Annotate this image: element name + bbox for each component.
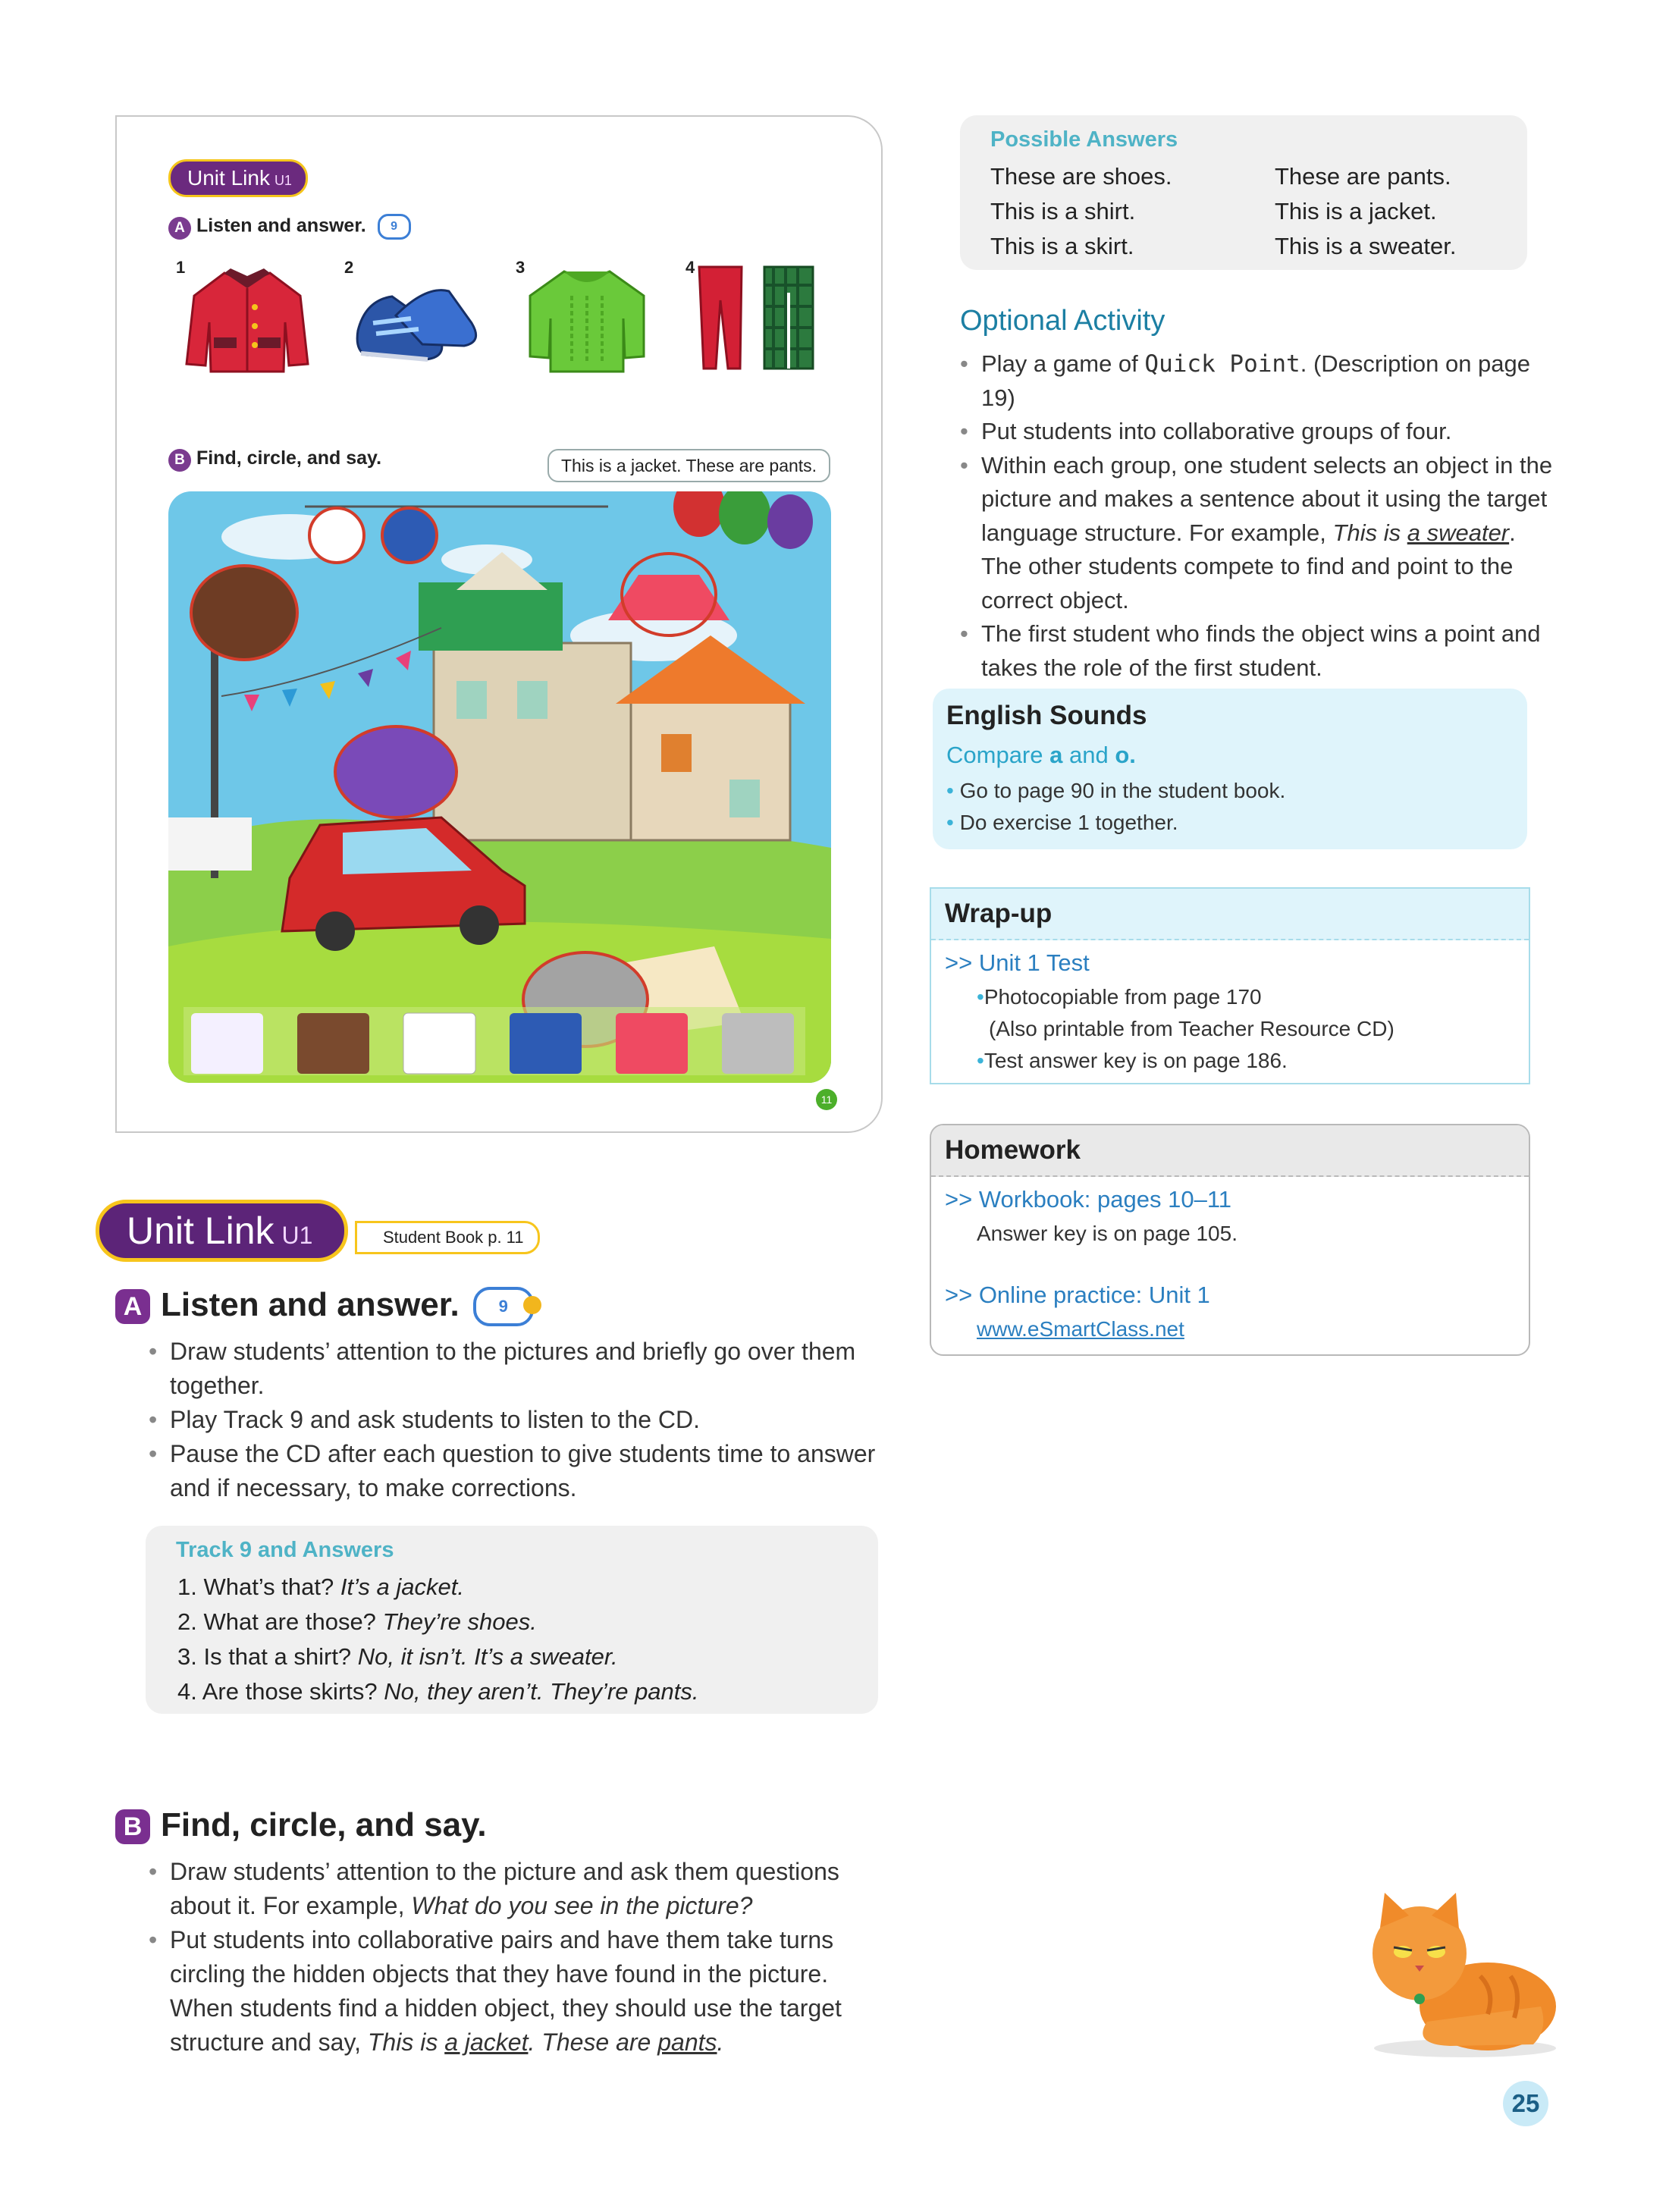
list-item: •Photocopiable from page 170	[977, 985, 1262, 1009]
sb-item-number: 2	[344, 258, 354, 277]
section-a-title: Listen and answer.	[161, 1286, 460, 1323]
track-item: 1. What’s that? It’s a jacket.	[177, 1574, 464, 1600]
list-item: •Test answer key is on page 186.	[977, 1049, 1288, 1072]
jacket-illustration	[179, 265, 315, 379]
list-item: • Do exercise 1 together.	[946, 807, 1285, 839]
cd-track-icon: 9	[378, 214, 411, 240]
homework-box	[930, 1124, 1530, 1356]
sb-heading-b-text: Find, circle, and say.	[196, 447, 382, 469]
speech-bubble: This is a jacket. These are pants.	[547, 449, 830, 482]
list-item: • Put students into collaborative pairs and have them take turns circling the hidden objects that they have found in the picture. When students find a hidden object, they should use the target structure and say, This is a jacket. These are pants.	[149, 1923, 861, 2060]
sb-item-number: 3	[516, 258, 525, 277]
wrap-up-details	[977, 981, 1394, 1077]
pants-illustration	[693, 262, 830, 376]
optional-activity-title: Optional Activity	[960, 305, 1165, 337]
list-item: • Pause the CD after each question to give students time to answer and if necessary, to make corrections.	[149, 1437, 877, 1505]
list-item-note: (Also printable from Teacher Resource CD)	[989, 1017, 1394, 1040]
section-b-title: Find, circle, and say.	[161, 1806, 487, 1843]
sb-badge-a: A	[168, 217, 191, 240]
sb-badge-b: B	[168, 449, 191, 472]
sb-section-b-heading	[168, 447, 381, 472]
list-item: • Put students into collaborative groups of four.	[960, 415, 1559, 449]
compare-line: Compare a and o.	[946, 742, 1136, 768]
online-practice-link[interactable]: >> Online practice: Unit 1	[945, 1282, 1210, 1308]
esmartclass-url[interactable]: www.eSmartClass.net	[977, 1317, 1184, 1341]
answer-item: This is a sweater.	[1275, 233, 1457, 259]
sb-item-number: 4	[685, 258, 695, 277]
possible-answers-box	[960, 115, 1527, 270]
sb-item-number: 1	[176, 258, 186, 277]
sb-section-a-heading	[168, 214, 411, 240]
sweater-illustration	[519, 265, 655, 379]
homework-title: Homework	[931, 1125, 1529, 1177]
list-item: • The first student who finds the object wins a point and takes the role of the first student.	[960, 617, 1559, 685]
shoes-illustration	[350, 270, 487, 376]
cd-track-icon: 9	[473, 1287, 534, 1326]
student-book-reference: Student Book p. 11	[355, 1221, 540, 1254]
section-a-instructions	[149, 1335, 877, 1505]
section-b-heading	[115, 1806, 487, 1844]
answer-item: This is a shirt.	[990, 198, 1136, 224]
list-item: • Draw students’ attention to the pictures and briefly go over them together.	[149, 1335, 877, 1403]
unit-test-link[interactable]: >> Unit 1 Test	[945, 949, 1090, 976]
possible-answers-title: Possible Answers	[990, 127, 1178, 152]
find-and-circle-scene	[168, 491, 831, 1083]
section-a-badge: A	[115, 1289, 150, 1324]
wrap-up-box	[930, 887, 1530, 1084]
possible-answers-list	[990, 159, 1533, 264]
sb-page-number: 11	[816, 1089, 837, 1110]
answer-item: This is a skirt.	[990, 233, 1134, 259]
section-b-badge: B	[115, 1809, 150, 1844]
workbook-link[interactable]: >> Workbook: pages 10–11	[945, 1186, 1232, 1213]
sb-heading-a-text: Listen and answer.	[196, 215, 366, 237]
track-answers-box	[146, 1526, 878, 1714]
list-item: • Draw students’ attention to the picture and ask them questions about it. For example, What do you see in the picture?	[149, 1855, 861, 1923]
optional-activity-list	[960, 347, 1559, 685]
sb-unit-link-pill: Unit Link U1	[168, 159, 308, 197]
section-b-instructions	[149, 1855, 861, 2060]
track-item: 4. Are those skirts? No, they aren’t. They’re pants.	[177, 1678, 699, 1705]
list-item: • Play Track 9 and ask students to listen to the CD.	[149, 1403, 877, 1437]
unit-link-banner: Unit Link U1	[96, 1200, 348, 1262]
english-sounds-list	[946, 775, 1285, 839]
english-sounds-title: English Sounds	[946, 701, 1147, 730]
answer-key-note: Answer key is on page 105.	[977, 1222, 1238, 1245]
wrap-up-title: Wrap-up	[931, 889, 1529, 940]
list-item: • Play a game of Quick Point. (Description on page 19)	[960, 347, 1559, 415]
answer-item: These are shoes.	[990, 163, 1172, 190]
list-item: • Go to page 90 in the student book.	[946, 775, 1285, 807]
answer-item: This is a jacket.	[1275, 198, 1437, 224]
cat-illustration	[1359, 1893, 1564, 2060]
track-list	[177, 1570, 699, 1709]
track-item: 2. What are those? They’re shoes.	[177, 1608, 537, 1635]
section-a-heading	[115, 1286, 534, 1326]
answer-item: These are pants.	[1275, 163, 1451, 190]
list-item: • Within each group, one student selects an object in the picture and makes a sentence about it using the target language structure. For example, This is a sweater. The other students compete to find and point to the correct object.	[960, 449, 1559, 618]
track-box-title: Track 9 and Answers	[176, 1538, 394, 1562]
english-sounds-box	[933, 689, 1527, 849]
track-item: 3. Is that a shirt? No, it isn’t. It’s a sweater.	[177, 1643, 618, 1670]
page-number: 25	[1503, 2081, 1548, 2126]
